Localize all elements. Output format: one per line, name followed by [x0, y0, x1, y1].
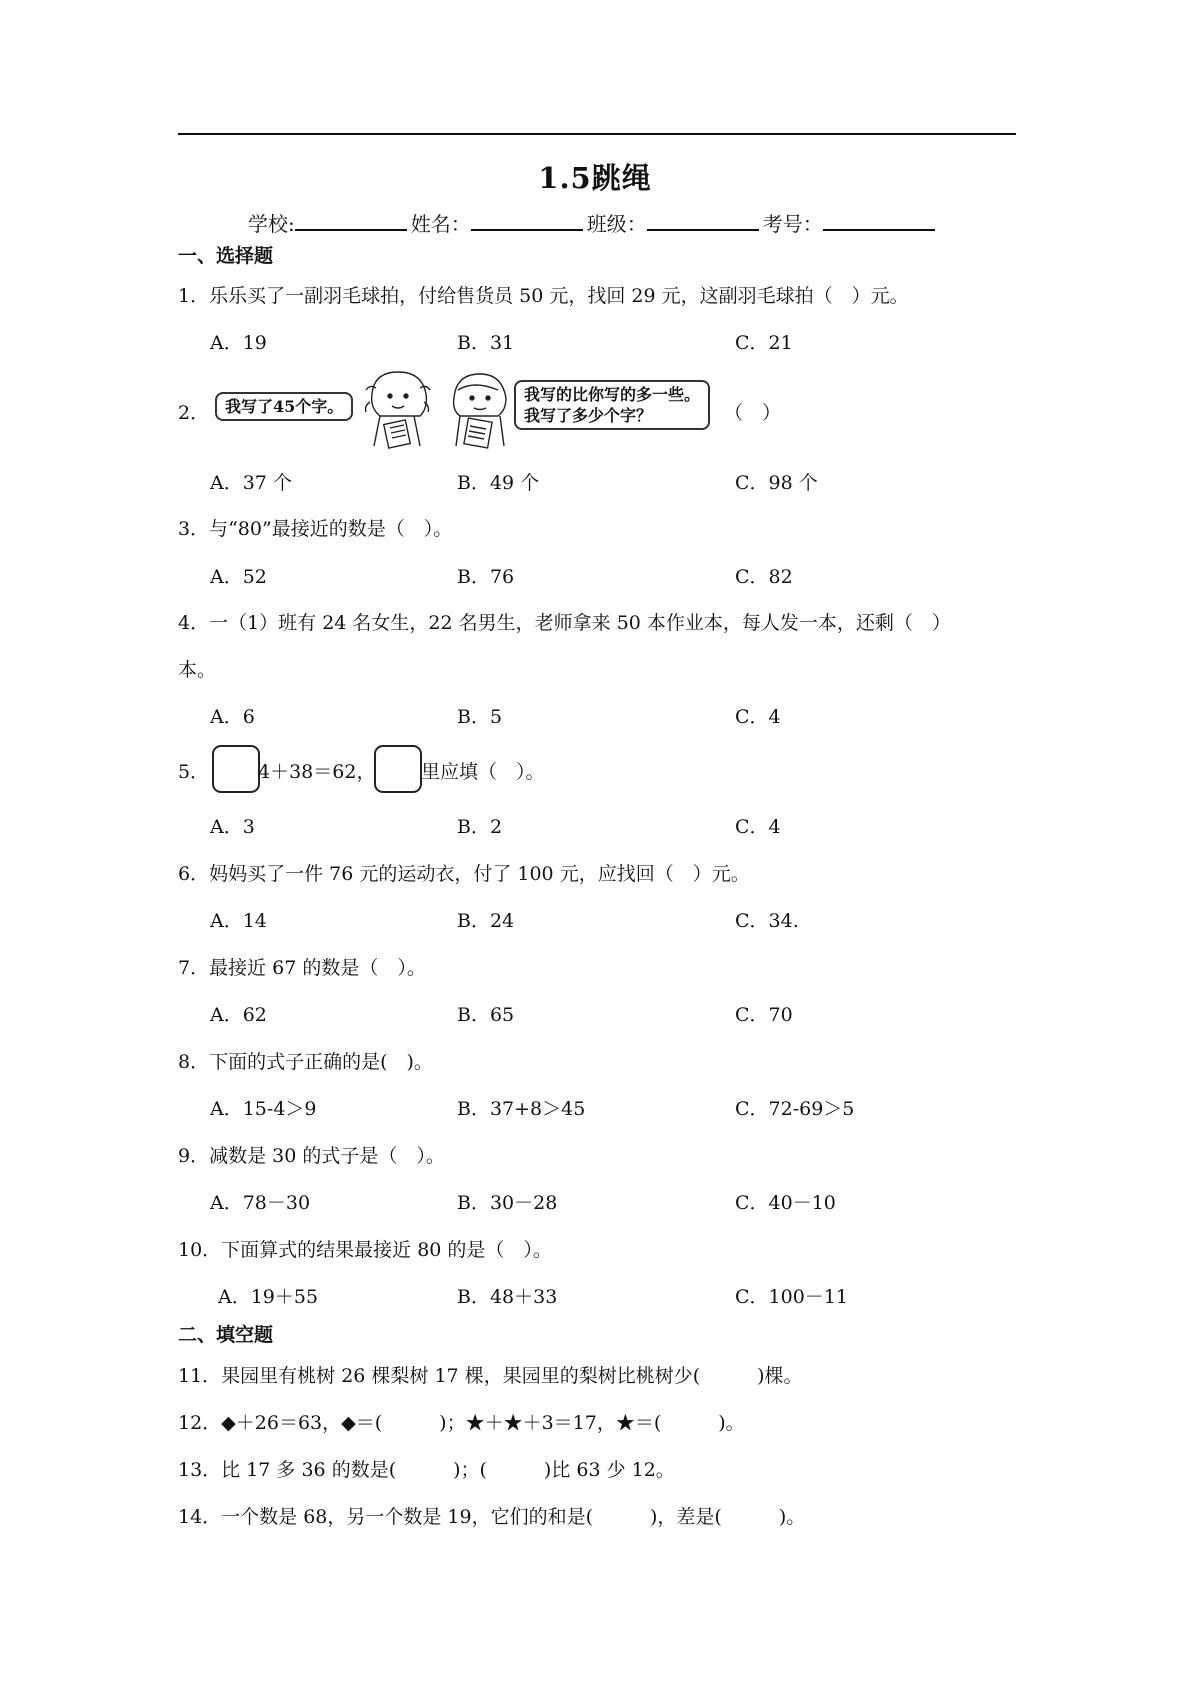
speech-bubble-right-line-1: 我写的比你写的多一些。 — [524, 385, 701, 404]
question-4: 4．一（1）班有 24 名女生，22 名男生，老师拿来 50 本作业本，每人发一本，还剩（ ） — [178, 612, 951, 634]
speech-bubble-right-line-2: 我写了多少个字？ — [524, 406, 653, 425]
option-4a[interactable]: A．6 — [210, 706, 255, 728]
option-8b[interactable]: B．37+8＞45 — [457, 1098, 586, 1120]
option-9c[interactable]: C．40－10 — [735, 1192, 836, 1214]
option-1c[interactable]: C．21 — [735, 332, 793, 354]
answer-box-2[interactable] — [374, 745, 422, 793]
class-blank[interactable] — [647, 211, 759, 231]
option-5c[interactable]: C．4 — [735, 816, 781, 838]
option-9b[interactable]: B．30－28 — [457, 1192, 558, 1214]
option-1b[interactable]: B．31 — [457, 332, 515, 354]
question-6: 6．妈妈买了一件 76 元的运动衣，付了 100 元，应找回（ ）元。 — [178, 863, 750, 885]
question-5-equation: 4＋38＝62， — [258, 761, 376, 783]
option-4c[interactable]: C．4 — [735, 706, 781, 728]
name-label: 姓名： — [410, 212, 471, 236]
option-3c[interactable]: C．82 — [735, 566, 793, 588]
student-info-line — [248, 208, 939, 237]
option-7c[interactable]: C．70 — [735, 1004, 793, 1026]
option-2c[interactable]: C．98 个 — [735, 472, 818, 494]
section-choice-heading: 一、选择题 — [178, 245, 274, 267]
option-7b[interactable]: B．65 — [457, 1004, 515, 1026]
option-10a[interactable]: A．19＋55 — [218, 1286, 319, 1308]
option-10c[interactable]: C．100－11 — [735, 1286, 848, 1308]
number-label: 考号： — [762, 212, 823, 236]
option-6b[interactable]: B．24 — [457, 910, 515, 932]
option-3b[interactable]: B．76 — [457, 566, 515, 588]
question-1: 1．乐乐买了一副羽毛球拍，付给售货员 50 元，找回 29 元，这副羽毛球拍（ ）元。 — [178, 285, 909, 307]
option-10b[interactable]: B．48＋33 — [457, 1286, 558, 1308]
option-1a[interactable]: A．19 — [210, 332, 267, 354]
option-4b[interactable]: B．5 — [457, 706, 503, 728]
question-13: 13．比 17 多 36 的数是( )；( )比 63 少 12。 — [178, 1459, 675, 1481]
option-2b[interactable]: B．49 个 — [457, 472, 540, 494]
question-12: 12．◆＋26＝63，◆＝( )；★＋★＋3＝17，★＝( )。 — [178, 1412, 745, 1434]
option-5a[interactable]: A．3 — [210, 816, 255, 838]
option-8c[interactable]: C．72-69＞5 — [735, 1098, 855, 1120]
answer-box-1[interactable] — [212, 745, 260, 793]
question-7: 7．最接近 67 的数是（ ）。 — [178, 957, 426, 979]
question-9: 9．减数是 30 的式子是（ ）。 — [178, 1145, 445, 1167]
school-blank[interactable] — [295, 211, 407, 231]
option-7a[interactable]: A．62 — [210, 1004, 267, 1026]
question-11: 11．果园里有桃树 26 棵梨树 17 棵，果园里的梨树比桃树少( )棵。 — [178, 1365, 803, 1387]
option-3a[interactable]: A．52 — [210, 566, 267, 588]
question-2-answer-paren: （ ） — [724, 402, 782, 424]
two-children-writing-illustration — [358, 368, 518, 450]
option-8a[interactable]: A．15-4＞9 — [210, 1098, 317, 1120]
question-2-number: 2． — [178, 402, 210, 424]
number-blank[interactable] — [823, 211, 935, 231]
page-title: 1.5跳绳 — [538, 161, 652, 195]
question-5-tail: 里应填（ ）。 — [421, 761, 545, 783]
question-3: 3．与“80”最接近的数是（ ）。 — [178, 518, 453, 540]
class-label: 班级： — [586, 212, 647, 236]
name-blank[interactable] — [471, 211, 583, 231]
question-4-continuation: 本。 — [178, 659, 217, 681]
option-6a[interactable]: A．14 — [210, 910, 267, 932]
section-fill-heading: 二、填空题 — [178, 1324, 274, 1346]
option-6c[interactable]: C．34. — [735, 910, 799, 932]
option-5b[interactable]: B．2 — [457, 816, 503, 838]
question-8: 8．下面的式子正确的是( )。 — [178, 1051, 433, 1073]
speech-bubble-left: 我写了45个字。 — [215, 392, 353, 421]
option-2a[interactable]: A．37 个 — [210, 472, 292, 494]
question-5-number: 5． — [178, 761, 210, 783]
school-label: 学校: — [248, 212, 295, 236]
option-9a[interactable]: A．78－30 — [210, 1192, 311, 1214]
question-14: 14．一个数是 68，另一个数是 19，它们的和是( )，差是( )。 — [178, 1506, 806, 1528]
question-10: 10．下面算式的结果最接近 80 的是（ ）。 — [178, 1239, 552, 1261]
header-rule — [178, 133, 1016, 135]
speech-bubble-right — [514, 380, 710, 430]
